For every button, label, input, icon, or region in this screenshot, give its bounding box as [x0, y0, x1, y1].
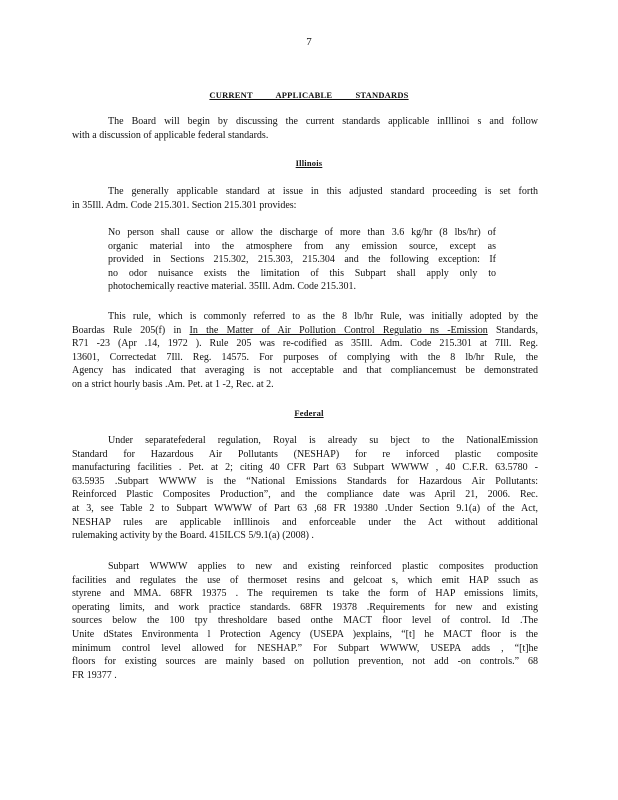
text-line: floors for existing sources are mainly based on pollution prevention, not add -on controls.” 68 [72, 656, 538, 668]
page-number: 7 [306, 36, 312, 48]
text-line: No person shall cause or allow the discharge of more than 3.6 kg/hr (8 lbs/hr) of [108, 227, 496, 238]
text-line: FR 19377 . [72, 669, 117, 681]
text-line: Reinforced Plastic Composites Production”, and the compliance date was April 21, 2006. Rec. [72, 489, 538, 501]
text-line: no odor nuisance exists the limitation of this Subpart shall apply only to [108, 267, 496, 279]
text-line: with a discussion of applicable federal standards. [72, 129, 269, 141]
text-line: 63.5935 .Subpart WWWW is the “National Emissions Standards for Hazardous Air Pollutants: [72, 475, 538, 487]
text-line: Agency has indicated that averaging is not acceptable and that compliancemust be demonstrated [72, 365, 538, 377]
text-line: 13601, Correctedat 7Ill. Reg. 14575. For purposes of complying with the 8 lb/hr Rule, the [72, 351, 538, 363]
text-line: operating limits, and work practice standards. 68FR 19378 .Requirements for new and existing [72, 601, 538, 613]
text-line: Unite dStates Environmenta l Protection Agency (USEPA )explains, “[t] he MACT floor is the [72, 628, 538, 640]
text-line: Under separatefederal regulation, Royal is already su bject to the NationalEmission [108, 435, 538, 446]
text-line: sources below the 100 tpy thresholdare based onthe MACT floor level of control. Id .The [72, 615, 538, 627]
text-line: Standard for Hazardous Air Pollutants (NESHAP) for re inforced plastic composite [72, 448, 538, 460]
text-line: Subpart WWWW applies to new and existing reinforced plastic composites production [108, 561, 538, 572]
main-heading: CURRENT APPLICABLE STANDARDS [209, 90, 409, 100]
text-line: The generally applicable standard at issue in this adjusted standard proceeding is set forth [108, 186, 538, 197]
quoted-regulation [108, 226, 496, 294]
text-line: on a strict hourly basis .Am. Pet. at 1 -2, Rec. at 2. [72, 378, 274, 390]
illinois-paragraph-2 [72, 310, 538, 392]
illinois-paragraph-1 [72, 185, 538, 212]
text-line: in 35Ill. Adm. Code 215.301. Section 215.301 provides: [72, 199, 297, 211]
text-line: manufacturing facilities . Pet. at 2; citing 40 CFR Part 63 Subpart WWWW , 40 C.F.R. 63.5780 - [72, 462, 538, 474]
text-line: organic material into the atmosphere from any emission source, except as [108, 240, 496, 252]
text-line: R71 -23 (Apr .14, 1972 ). Rule 205 was re-codified as 35Ill. Adm. Code 215.301 at 7Ill. Reg. [72, 338, 538, 350]
federal-paragraph-1 [72, 434, 538, 543]
text-line: rulemaking activity by the Board. 415ILCS 5/9.1(a) (2008) . [72, 530, 314, 542]
text-line: minimum control level allowed for NESHAP.” For Subpart WWWW, USEPA adds , “[t]he [72, 642, 538, 654]
text-line: styrene and MMA. 68FR 19375 . The requiremen ts take the form of HAP emissions limits, [72, 588, 538, 600]
federal-paragraph-2 [72, 560, 538, 682]
federal-heading: Federal [294, 408, 324, 418]
text-line: photochemically reactive material. 35Ill. Adm. Code 215.301. [108, 281, 356, 293]
intro-paragraph [72, 115, 538, 142]
illinois-heading: Illinois [295, 158, 323, 168]
text-line: at 3, see Table 2 to Subpart WWWW of Part 63 ,68 FR 19380 .Under Section 9.1(a) of the Act, [72, 502, 538, 514]
text-line: facilities and regulates the use of thermoset resins and gelcoat s, which emit HAP ssuch as [72, 574, 538, 586]
text-line: provided in Sections 215.302, 215.303, 215.304 and the following exception: If [108, 254, 496, 266]
case-citation-underlined: In the Matter of Air Pollution Control Regulatio ns -Emission [189, 324, 488, 336]
text-line: NESHAP rules are applicable inIllinois and enforceable under the Act without additional [72, 516, 538, 528]
text-line: This rule, which is commonly referred to as the 8 lb/hr Rule, was initially adopted by the [108, 311, 538, 322]
text-line: The Board will begin by discussing the current standards applicable inIllinoi s and follow [108, 116, 538, 127]
text-line: Boardas Rule 205(f) in In the Matter of Air Pollution Control Regulatio ns -Emission Standards, [72, 324, 538, 336]
